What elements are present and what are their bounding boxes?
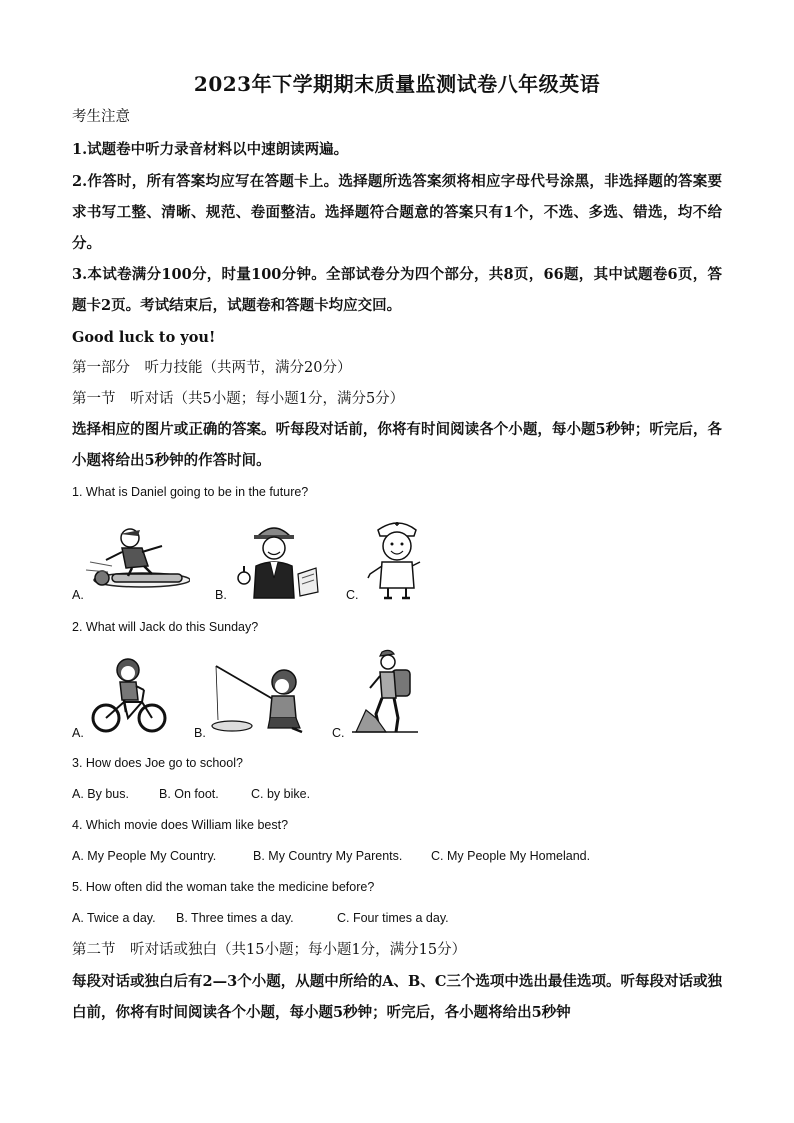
- exam-title: 2023年下学期期末质量监测试卷八年级英语: [193, 72, 601, 96]
- question-4: 4. Which movie does William like best?: [72, 818, 289, 832]
- q1-option-a-label: A.: [72, 588, 84, 602]
- notice-item-1: 1.试题卷中听力录音材料以中速朗读两遍。: [72, 141, 349, 158]
- q2-option-b-label: B.: [194, 726, 206, 740]
- notice-item-2: 2.作答时，所有答案均应写在答题卡上。选择题所选答案须将相应字母代号涂黑，非选择题的答案要求书写工整、清晰、规范、卷面整洁。选择题符合题意的答案只有1个，不选、多选、错选，均不给分。: [72, 173, 722, 252]
- good-luck-text: Good luck to you!: [72, 329, 216, 346]
- q5-option-a: A. Twice a day.: [72, 911, 156, 925]
- question-2: 2. What will Jack do this Sunday?: [72, 620, 259, 634]
- question-3: 3. How does Joe go to school?: [72, 756, 243, 770]
- section1-heading: 第一节 听对话（共5小题；每小题1分，满分5分）: [72, 391, 405, 407]
- section1-instructions: 选择相应的图片或正确的答案。听每段对话前，你将有时间阅读各个小题，每小题5秒钟；听完后，各小题将给出5秒钟的作答时间。: [72, 421, 722, 469]
- hiker-with-backpack-picture: [352, 648, 418, 734]
- worker-with-helmet-picture: [232, 518, 322, 600]
- q3-option-a: A. By bus.: [72, 787, 129, 801]
- section2-heading: 第二节 听对话或独白（共15小题；每小题1分，满分15分）: [72, 942, 467, 958]
- notice-item-3: 3.本试卷满分100分，时量100分钟。全部试卷分为四个部分，共8页，66题，其中试题卷6页，答题卡2页。考试结束后，试题卷和答题卡均应交回。: [72, 266, 722, 314]
- boy-fishing-picture: [208, 662, 308, 734]
- question-1: 1. What is Daniel going to be in the future?: [72, 485, 309, 499]
- q4-option-a: A. My People My Country.: [72, 849, 217, 863]
- q2-option-a-label: A.: [72, 726, 84, 740]
- question-5: 5. How often did the woman take the medicine before?: [72, 880, 375, 894]
- section2-instructions: 每段对话或独白后有2—3个小题，从题中所给的A、B、C三个选项中选出最佳选项。听每段对话或独白前，你将有时间阅读各个小题，每小题5秒钟；听完后，各小题将给出5秒钟: [72, 973, 722, 1021]
- q4-option-c: C. My People My Homeland.: [431, 849, 591, 863]
- q1-option-b-label: B.: [215, 588, 227, 602]
- part1-heading: 第一部分 听力技能（共两节，满分20分）: [72, 360, 352, 376]
- boy-riding-bike-picture: [90, 656, 168, 736]
- q3-option-b: B. On foot.: [159, 787, 219, 801]
- q1-option-c-label: C.: [346, 588, 359, 602]
- q2-option-c-label: C.: [332, 726, 345, 740]
- q5-option-c: C. Four times a day.: [337, 911, 449, 925]
- q5-option-b: B. Three times a day.: [176, 911, 294, 925]
- notice-heading: 考生注意: [72, 109, 130, 125]
- doctor-picture: [362, 516, 432, 600]
- q3-option-c: C. by bike.: [251, 787, 311, 801]
- q4-option-b: B. My Country My Parents.: [253, 849, 403, 863]
- skateboarder-picture: [82, 522, 190, 600]
